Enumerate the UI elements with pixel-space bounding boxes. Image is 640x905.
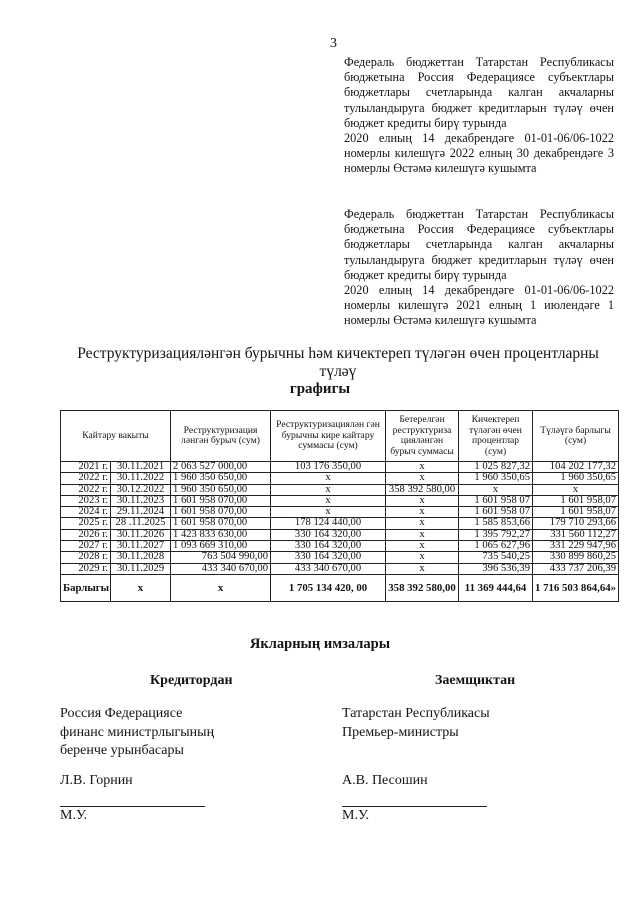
creditor-organization — [60, 705, 214, 761]
document-title: Реструктуризацияләнгән бурычны һәм кичектереп түләгән өчен процентларны түләү — [77, 345, 599, 380]
table-row — [61, 563, 619, 574]
header-restructured-debt: Реструктуризация ләнгән бурыч (сум) — [171, 411, 271, 462]
row-repayment: 330 164 320,00 — [271, 541, 386, 552]
total-date: x — [111, 574, 171, 601]
table-row — [61, 462, 619, 473]
row-repayment: x — [271, 484, 386, 495]
row-year: 2022 г. — [61, 473, 111, 484]
row-interest: 1 395 792,27 — [459, 529, 533, 540]
row-restructured: 1 093 669 310,00 — [171, 541, 271, 552]
creditor-heading: Кредитордан — [150, 673, 233, 688]
row-repayment: 330 164 320,00 — [271, 529, 386, 540]
row-year: 2028 г. — [61, 552, 111, 563]
row-interest: 396 536,39 — [459, 563, 533, 574]
row-date: 30.11.2028 — [111, 552, 171, 563]
table-row — [61, 507, 619, 518]
annex-note-2-reference: 2020 елның 14 декабрендәге 01-01-06/06-1022 номерлы килешүгә 2021 елның 1 июлендәге 1 номерлы Өстәмә килешүгә кушымта — [344, 283, 614, 328]
repayment-schedule-table — [60, 410, 619, 602]
total-repayment: 1 705 134 420, 00 — [271, 574, 386, 601]
row-date: 30.11.2029 — [111, 563, 171, 574]
row-written-off: x — [386, 529, 459, 540]
row-year: 2023 г. — [61, 495, 111, 506]
row-date: 30.11.2022 — [111, 473, 171, 484]
row-restructured: 1 960 350 650,00 — [171, 484, 271, 495]
row-year: 2029 г. — [61, 563, 111, 574]
row-date: 30.11.2021 — [111, 462, 171, 473]
borrower-signature-line — [342, 806, 487, 807]
row-total: 330 899 860,25 — [533, 552, 619, 563]
creditor-signature-line — [60, 806, 205, 807]
row-repayment: x — [271, 507, 386, 518]
row-interest: 1 601 958 07 — [459, 507, 533, 518]
borrower-org-line: Премьер-министры — [342, 724, 459, 740]
row-restructured: 2 063 527 000,00 — [171, 462, 271, 473]
creditor-org-line: Россия Федерациясе — [60, 706, 183, 721]
table-header-row — [61, 411, 619, 462]
row-total: 179 710 293,66 — [533, 518, 619, 529]
row-repayment: 433 340 670,00 — [271, 563, 386, 574]
total-interest: 11 369 444,64 — [459, 574, 533, 601]
table-row — [61, 552, 619, 563]
row-restructured: 1 601 958 070,00 — [171, 507, 271, 518]
row-repayment: 178 124 440,00 — [271, 518, 386, 529]
table-row — [61, 473, 619, 484]
row-year: 2026 г. — [61, 529, 111, 540]
table-total-row — [61, 574, 619, 601]
row-restructured: 433 340 670,00 — [171, 563, 271, 574]
row-total: 104 202 177,32 — [533, 462, 619, 473]
row-interest: 1 025 827,32 — [459, 462, 533, 473]
row-interest: x — [459, 484, 533, 495]
creditor-org-line: беренче урынбасары — [60, 743, 184, 758]
row-written-off: x — [386, 473, 459, 484]
row-interest: 1 585 853,66 — [459, 518, 533, 529]
row-date: 28 .11.2025 — [111, 518, 171, 529]
row-written-off: x — [386, 518, 459, 529]
creditor-org-line: финанс министрлыгының — [60, 724, 215, 740]
table-row — [61, 484, 619, 495]
header-written-off: Бетерелгән реструктуриза цияләнгән бурыч суммасы — [386, 411, 459, 462]
row-total: 433 737 206,39 — [533, 563, 619, 574]
row-total: 1 601 958,07 — [533, 507, 619, 518]
row-interest: 1 960 350,65 — [459, 473, 533, 484]
row-interest: 735 540,25 — [459, 552, 533, 563]
total-written-off: 358 392 580,00 — [386, 574, 459, 601]
table-row — [61, 495, 619, 506]
total-label: Барлыгы — [61, 574, 111, 601]
row-interest: 1 601 958 07 — [459, 495, 533, 506]
row-total: 1 601 958,07 — [533, 495, 619, 506]
row-restructured: 1 601 958 070,00 — [171, 495, 271, 506]
header-repayment-amount: Реструктуризациялән гән бурычны кире кайтару суммасы (сум) — [271, 411, 386, 462]
annex-note-1 — [344, 55, 614, 177]
row-total: 1 960 350,65 — [533, 473, 619, 484]
row-repayment: 103 176 350,00 — [271, 462, 386, 473]
row-restructured: 1 423 833 630,00 — [171, 529, 271, 540]
row-restructured: 1 960 350 650,00 — [171, 473, 271, 484]
table-row — [61, 541, 619, 552]
signatures-heading: Якларның имзалары — [249, 636, 391, 652]
row-total: 331 560 112,27 — [533, 529, 619, 540]
total-sum: 1 716 503 864,64» — [533, 574, 619, 601]
header-interest: Кичектереп түләгән өчен процентлар (сум) — [459, 411, 533, 462]
annex-note-1-text: Федераль бюджеттан Татарстан Республикасы бюджетына Россия Федерациясе субъектлары бюджетлары счетларында калган акчаларны тулыландыруга бюджет кредитларын түләү өчен бюджет кредиты бирү турында — [344, 55, 614, 130]
row-year: 2025 г. — [61, 518, 111, 529]
borrower-org-line: Татарстан Республикасы — [342, 706, 490, 721]
row-year: 2021 г. — [61, 462, 111, 473]
row-repayment: 330 164 320,00 — [271, 552, 386, 563]
total-restructured: x — [171, 574, 271, 601]
row-date: 30.11.2026 — [111, 529, 171, 540]
row-written-off: x — [386, 462, 459, 473]
table-row — [61, 518, 619, 529]
row-date: 29.11.2024 — [111, 507, 171, 518]
row-total: x — [533, 484, 619, 495]
row-year: 2024 г. — [61, 507, 111, 518]
row-written-off: x — [386, 552, 459, 563]
row-year: 2022 г. — [61, 484, 111, 495]
row-total: 331 229 947,96 — [533, 541, 619, 552]
row-year: 2027 г. — [61, 541, 111, 552]
row-repayment: x — [271, 495, 386, 506]
document-subtitle: графигы — [289, 381, 351, 397]
borrower-signatory-name: А.В. Песошин — [342, 773, 428, 788]
row-restructured: 1 601 958 070,00 — [171, 518, 271, 529]
row-date: 30.11.2027 — [111, 541, 171, 552]
page-number: 3 — [330, 36, 337, 51]
borrower-heading: Заемщиктан — [435, 673, 516, 688]
annex-note-1-reference: 2020 елның 14 декабрендәге 01-01-06/06-1022 номерлы килешүгә 2022 елның 30 декабрендәге 3 номерлы Өстәмә килешүгә кушымта — [344, 131, 614, 176]
row-interest: 1 065 627,96 — [459, 541, 533, 552]
row-written-off: x — [386, 541, 459, 552]
header-total: Түләүгә барлыгы (сум) — [533, 411, 619, 462]
row-written-off: x — [386, 495, 459, 506]
borrower-organization — [342, 705, 490, 742]
creditor-seal-place: М.У. — [60, 808, 88, 823]
annex-note-2-text: Федераль бюджеттан Татарстан Республикасы бюджетына Россия Федерациясе субъектлары бюджетлары счетларында калган акчаларны тулыландыруга бюджет кредитларын түләү өчен бюджет кредиты бирү турында — [344, 207, 614, 282]
row-written-off: 358 392 580,00 — [386, 484, 459, 495]
row-date: 30.11.2023 — [111, 495, 171, 506]
borrower-seal-place: М.У. — [342, 808, 370, 823]
row-written-off: x — [386, 507, 459, 518]
table-row — [61, 529, 619, 540]
row-restructured: 763 504 990,00 — [171, 552, 271, 563]
row-date: 30.12.2022 — [111, 484, 171, 495]
row-written-off: x — [386, 563, 459, 574]
creditor-signatory-name: Л.В. Горнин — [60, 773, 133, 788]
header-date: Кайтару вакыты — [61, 411, 171, 462]
row-repayment: x — [271, 473, 386, 484]
annex-note-2 — [344, 207, 614, 329]
